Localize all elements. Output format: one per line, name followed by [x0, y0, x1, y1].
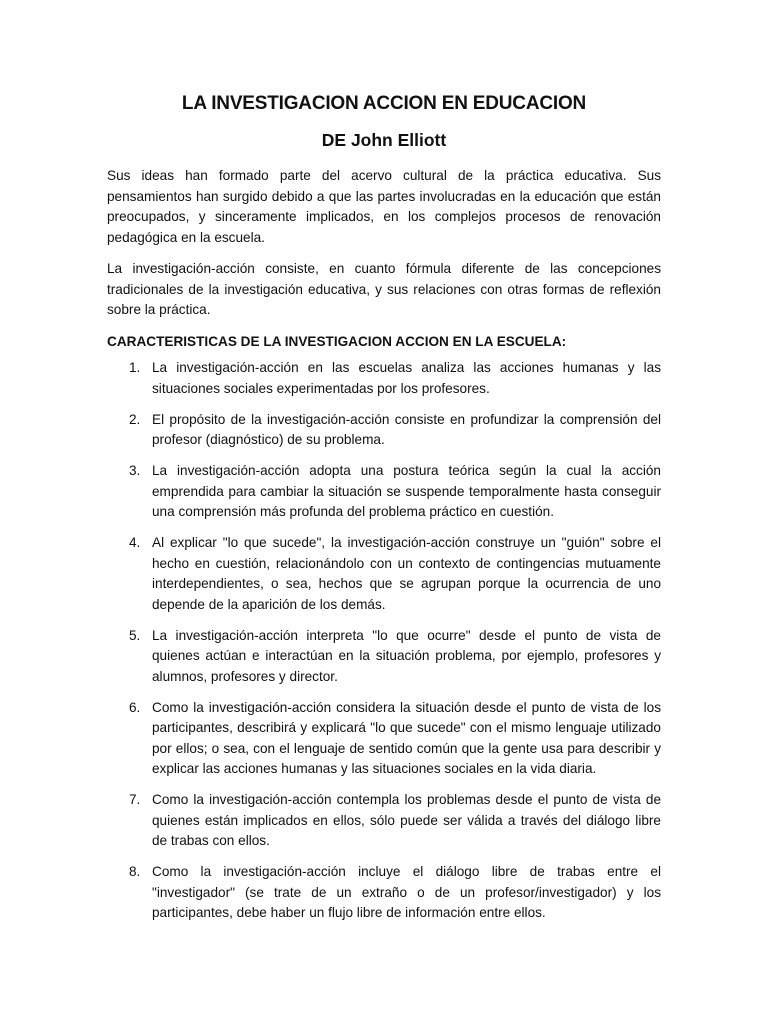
list-item — [107, 862, 661, 924]
list-item-number: 1. — [129, 360, 141, 375]
list-item — [107, 626, 661, 688]
page-subtitle: DE John Elliott — [321, 130, 447, 150]
list-item — [107, 698, 661, 780]
characteristics-list — [107, 358, 661, 924]
list-item — [107, 461, 661, 523]
list-item — [107, 790, 661, 852]
list-item-number: 6. — [129, 699, 141, 715]
list-item-number: 8. — [129, 864, 141, 879]
list-item-number: 4. — [129, 535, 141, 550]
list-item-text: Al explicar "lo que sucede", la investigación-acción construye un "guión" sobre el hecho en cuestión, relacionándolo con un contexto de contingencias mutuamente interdependientes, o sea, hechos que se agrupan porque la ocurrencia de uno depende de la aparición de los demás. — [152, 535, 661, 612]
list-item-text: Como la investigación-acción considera la situación desde el punto de vista de los participantes, describirá y explicará "lo que sucede" con el mismo lenguaje utilizado por ellos; o sea, con el lenguaje de sentido común que la gente usa para describir y explicar las acciones humanas y las situaciones sociales en la vida diaria. — [152, 699, 661, 776]
list-item-text: La investigación-acción adopta una postura teórica según la cual la acción emprendida para cambiar la situación se suspende temporalmente hasta conseguir una comprensión más profunda del problema práctico en cuestión. — [152, 463, 661, 519]
list-item — [107, 410, 661, 451]
definition-paragraph: La investigación-acción consiste, en cuanto fórmula diferente de las concepciones tradicionales de la investigación educativa, y sus relaciones con otras formas de reflexión sobre la práctica. — [107, 261, 661, 317]
intro-paragraph: Sus ideas han formado parte del acervo cultural de la práctica educativa. Sus pensamientos han surgido debido a que las partes involucradas en la educación que están preocupados, y sinceramente implicados, en los complejos procesos de renovación pedagógica en la escuela. — [107, 168, 661, 245]
list-item-text: Como la investigación-acción contempla los problemas desde el punto de vista de quienes están implicados en ellos, sólo puede ser válida a través del diálogo libre de trabas con ellos. — [152, 792, 661, 848]
list-item-text: La investigación-acción interpreta "lo que ocurre" desde el punto de vista de quienes actúan e interactúan en la situación problema, por ejemplo, profesores y alumnos, profesores y director. — [152, 627, 661, 684]
list-item-number: 2. — [129, 411, 141, 427]
list-item-number: 5. — [129, 627, 141, 643]
list-item — [107, 533, 661, 615]
list-item-text: El propósito de la investigación-acción consiste en profundizar la comprensión del profesor (diagnóstico) de su problema. — [152, 411, 661, 447]
list-item-text: La investigación-acción en las escuelas analiza las acciones humanas y las situaciones sociales experimentadas por los profesores. — [152, 360, 661, 396]
list-item — [107, 358, 661, 399]
list-item-number: 3. — [129, 463, 141, 478]
page-title: LA INVESTIGACION ACCION EN EDUCACION — [181, 93, 587, 114]
list-item-text: Como la investigación-acción incluye el diálogo libre de trabas entre el "investigador" (se trate de un extraño o de un profesor/investigador) y los participantes, debe haber un flujo libre de información entre ellos. — [152, 864, 661, 920]
section-heading: CARACTERISTICAS DE LA INVESTIGACION ACCION EN LA ESCUELA: — [107, 333, 567, 349]
list-item-number: 7. — [129, 792, 141, 807]
